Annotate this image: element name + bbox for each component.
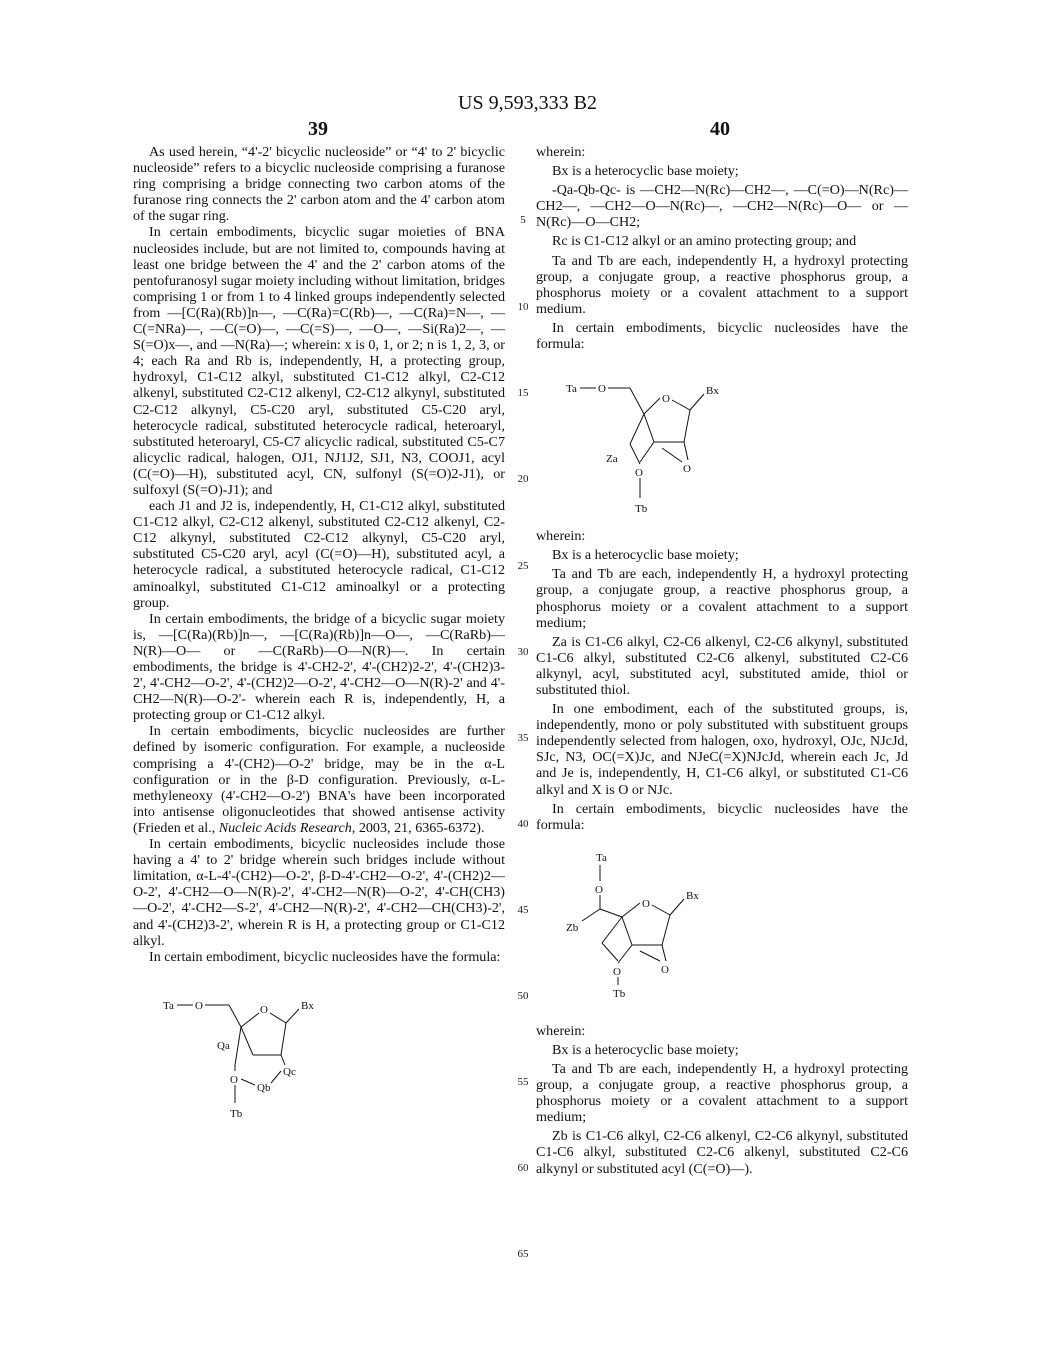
line-number: 45	[517, 904, 529, 916]
label-qc: Qc	[283, 1065, 296, 1078]
paragraph: In certain embodiment, bicyclic nucleosides have the formula:	[149, 948, 501, 965]
paragraph: wherein:	[536, 1022, 586, 1039]
label-bx: Bx	[706, 385, 719, 398]
line-number: 50	[517, 990, 529, 1002]
paragraph-text: 2003, 21, 6365-6372).	[355, 819, 485, 836]
label-ta: Ta	[596, 851, 607, 864]
paragraph: In certain embodiments, bicyclic nucleosides have the formula:	[536, 319, 908, 353]
label-ring-o: O	[662, 393, 670, 406]
paragraph: Ta and Tb are each, independently H, a hydroxyl protecting group, a conjugate group, a reactive phosphorus group, a phosphorus moiety or a covalent attachment to a support medium;	[536, 1061, 908, 1126]
right-column	[536, 144, 908, 1177]
paragraph: Bx is a heterocyclic base moiety;	[552, 163, 739, 180]
paragraph: In certain embodiments, bicyclic nucleosides include those having a 4' to 2' bridge wherein such bridges include without limitation, α-L-4'-(CH2)—O-2', β-D-4'-CH2—O-2', 4'-(CH2)2—O-2', 4'-CH2—O—N(R)-2', 4'-CH2—N(R)—O-2', 4'-CH(CH3)—O-2', 4'-CH2—S-2', 4'-CH2—N(R)-2', 4'-CH2—CH(CH3)-2', and 4'-(CH2)3-2', wherein R is H, a protecting group or C1-C12 alkyl.	[133, 836, 505, 949]
label-o: O	[195, 999, 203, 1012]
label-ta: Ta	[566, 383, 577, 396]
paragraph: Bx is a heterocyclic base moiety;	[552, 1041, 739, 1058]
line-number: 20	[517, 473, 529, 485]
label-zb: Zb	[566, 921, 579, 934]
label-ring-o: O	[642, 897, 650, 910]
label-tb: Tb	[635, 503, 648, 516]
paragraph: Za is C1-C6 alkyl, C2-C6 alkenyl, C2-C6 alkynyl, substituted C1-C6 alkyl, substituted C2-C6 alkenyl, substituted C2-C6 alkynyl, acyl, substituted acyl, substituted amide, thiol or substituted thiol.	[536, 633, 908, 698]
paragraph: Zb is C1-C6 alkyl, C2-C6 alkenyl, C2-C6 alkynyl, substituted C1-C6 alkyl, substituted C2-C6 alkenyl, substituted C2-C6 alkynyl or substituted acyl (C(=O)—).	[536, 1128, 908, 1177]
paragraph: wherein:	[536, 528, 586, 545]
label-tb: Tb	[613, 987, 626, 1000]
paragraph: each J1 and J2 is, independently, H, C1-C12 alkyl, substituted C1-C12 alkyl, C2-C12 alkenyl, substituted C2-C12 alkenyl, C2-C12 alkynyl, substituted C2-C12 alkynyl, C5-C20 aryl, substituted C5-C20 aryl, acyl (C(=O)—H), substituted acyl, a heterocycle radical, a substituted heterocycle radical, C1-C12 aminoalkyl, substituted C1-C12 aminoalkyl or a protecting group.	[133, 498, 505, 611]
line-number: 10	[517, 301, 529, 313]
line-number: 40	[517, 818, 529, 830]
paragraph: In certain embodiments, bicyclic sugar moieties of BNA nucleosides include, but are not limited to, compounds having at least one bridge between the 4' and the 2' carbon atoms of the pentofuranosyl sugar moiety including without limitation, bridges comprising 1 or from 1 to 4 linked groups independently selected from —[C(Ra)(Rb)]n—, —C(Ra)=C(Rb)—, —C(Ra)=N—, —C(=NRa)—, —C(=O)—, —C(=S)—, —O—, —Si(Ra)2—, —S(=O)x—, and —N(Ra)—; wherein: x is 0, 1, or 2; n is 1, 2, 3, or 4; each Ra and Rb is, independently, H, a protecting group, hydroxyl, C1-C12 alkyl, substituted C1-C12 alkyl, C2-C12 alkenyl, substituted C2-C12 alkenyl, C2-C12 alkynyl, substituted C2-C12 alkynyl, C5-C20 aryl, substituted C5-C20 aryl, heterocycle radical, substituted heterocycle radical, heteroaryl, substituted heteroaryl, C5-C7 alicyclic radical, substituted C5-C7 alicyclic radical, halogen, OJ1, NJ1J2, SJ1, N3, COOJ1, acyl (C(=O)—H), substituted acyl, CN, sulfonyl (S(=O)2-J1), or sulfoxyl (S(=O)-J1); and	[133, 224, 505, 498]
paragraph: In one embodiment, each of the substituted groups, is, independently, mono or poly substituted with substituent groups independently selected from halogen, oxo, hydroxyl, OJc, NJcJd, SJc, N3, OC(=X)Jc, and NJeC(=X)NJcJd, wherein each Jc, Jd and Je is, independently, H, C1-C6 alkyl, or substituted C1-C6 alkyl and X is O or NJc.	[536, 701, 908, 798]
line-number: 60	[517, 1162, 529, 1174]
paragraph: Ta and Tb are each, independently H, a hydroxyl protecting group, a conjugate group, a reactive phosphorus group, a phosphorus moiety or a covalent attachment to a support medium;	[536, 566, 908, 631]
label-ring-o: O	[260, 1003, 268, 1016]
label-tb: Tb	[230, 1107, 243, 1120]
label-bx: Bx	[686, 889, 699, 902]
line-number: 30	[517, 646, 529, 658]
paragraph: As used herein, “4'-2' bicyclic nucleoside” or “4' to 2' bicyclic nucleoside” refers to a bicyclic nucleoside comprising a furanose ring comprising a bridge connecting two carbon atoms of the furanose ring connects the 2' carbon atom and the 4' carbon atom of the sugar ring.	[133, 144, 505, 225]
label-o: O	[230, 1073, 238, 1086]
label-o: O	[683, 463, 691, 476]
paragraph: Bx is a heterocyclic base moiety;	[552, 547, 739, 564]
label-o: O	[635, 467, 643, 480]
label-bx: Bx	[301, 999, 314, 1012]
paragraph	[133, 723, 505, 836]
left-column	[133, 144, 505, 1145]
line-number: 5	[520, 214, 526, 226]
line-number: 55	[517, 1076, 529, 1088]
label-qa: Qa	[217, 1039, 230, 1052]
label-o: O	[595, 883, 603, 896]
journal-title: Nucleic Acids Research,	[218, 819, 356, 836]
line-number: 25	[517, 560, 529, 572]
paragraph: Ta and Tb are each, independently H, a hydroxyl protecting group, a conjugate group, a reactive phosphorus group, a phosphorus moiety or a covalent attachment to a support medium.	[536, 252, 908, 317]
paragraph: -Qa-Qb-Qc- is —CH2—N(Rc)—CH2—, —C(=O)—N(Rc)—CH2—, —CH2—O—N(Rc)—, —CH2—N(Rc)—O— or —N(Rc)—O—CH2;	[536, 182, 908, 231]
paragraph: In certain embodiments, the bridge of a bicyclic sugar moiety is, —[C(Ra)(Rb)]n—, —[C(Ra)(Rb)]n—O—, —C(RaRb)—N(R)—O— or —C(RaRb)—O—N(R)—. In certain embodiments, the bridge is 4'-CH2-2', 4'-(CH2)2-2', 4'-(CH2)3-2', 4'-CH2—O-2', 4'-(CH2)2—O-2', 4'-CH2—O—N(R)-2' and 4'-CH2—N(R)—O-2'- wherein each R is, independently, H, a protecting group or C1-C12 alkyl.	[133, 610, 505, 724]
label-za: Za	[606, 453, 618, 466]
paragraph: In certain embodiments, bicyclic nucleosides have the formula:	[536, 800, 908, 833]
line-number: 35	[517, 732, 529, 744]
paragraph: Rc is C1-C12 alkyl or an amino protecting group; and	[552, 233, 857, 250]
line-number: 15	[517, 387, 529, 399]
label-ta: Ta	[163, 999, 174, 1012]
right-page-number: 40	[710, 118, 730, 140]
line-number: 65	[517, 1248, 529, 1260]
label-qb: Qb	[257, 1081, 271, 1094]
paragraph: wherein:	[536, 144, 586, 160]
paragraph-text: In certain embodiments, bicyclic nucleosides are further defined by isomeric configuration. For example, a nucleoside comprising a 4'-(CH2)—O-2' bridge, may be in the α-L configuration or in the β-D configuration. Previously, α-L-methyleneoxy (4'-CH2—O-2') BNA's have been incorporated into antisense oligonucleotides that showed antisense activity (Frieden et al.,	[133, 723, 505, 836]
chemical-structure-2	[536, 352, 908, 522]
patent-number: US 9,593,333 B2	[458, 92, 597, 114]
label-o: O	[598, 383, 606, 396]
label-o: O	[613, 965, 621, 978]
chemical-structure-1	[133, 985, 505, 1145]
left-page-number: 39	[308, 118, 328, 140]
label-o: O	[661, 963, 669, 976]
chemical-structure-3	[536, 833, 908, 1003]
